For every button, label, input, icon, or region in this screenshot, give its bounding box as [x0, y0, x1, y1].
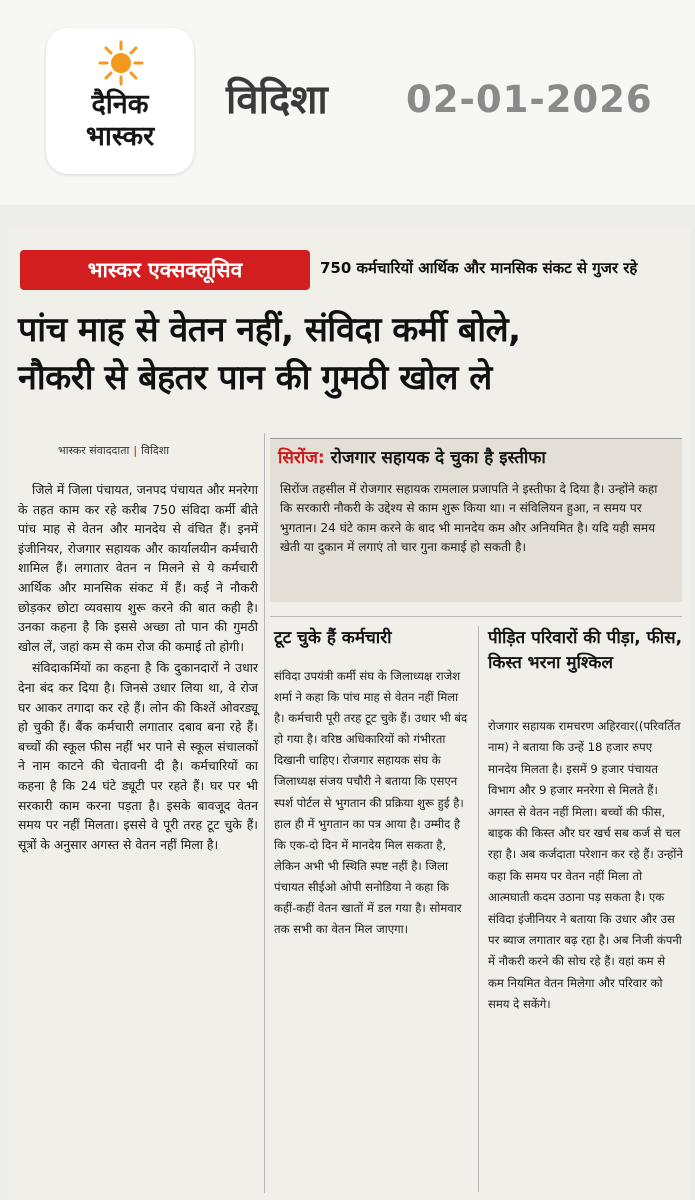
left-column — [18, 480, 258, 856]
edition-date: 02-01-2026 — [406, 78, 653, 121]
byline-reporter: भास्कर संवाददाता — [58, 444, 130, 457]
headline-line2: नौकरी से बेहतर पान की गुमठी खोल ले — [18, 358, 492, 398]
headline — [18, 306, 682, 402]
sironj-box — [270, 472, 682, 602]
column-divider-right — [478, 626, 479, 1192]
logo-line2: भास्कर — [85, 121, 155, 152]
sironj-box-text: सिरोंज तहसील में रोजगार सहायक रामलाल प्रजापति ने इस्तीफा दे दिया है। उन्होंने कहा कि सरकारी नौकरी के उद्देश्य से काम शुरू किया था। न संविलियन हुआ, न समय पर भुगतान। 24 घंटे काम करने के बाद भी मानदेय कम और अनियमित है। यदि यही समय खेती या दुकान में लगाएं तो चार गुना कमाई हो सकती है। — [280, 482, 658, 555]
right-column-heading: पीड़ित परिवारों की पीड़ा, फीस, किस्त भरना मुश्किल — [488, 628, 683, 673]
sironj-box-heading — [270, 438, 682, 473]
byline — [58, 443, 169, 458]
masthead — [0, 0, 695, 205]
headline-line1: पांच माह से वेतन नहीं, संविदा कर्मी बोले, — [18, 310, 521, 350]
logo-line1: दैनिक — [91, 89, 149, 120]
column-divider — [264, 433, 265, 1193]
right-column-text: रोजगार सहायक रामचरण अहिरवार((परिवर्तित नाम) ने बताया कि उन्हें 18 हजार रुपए मानदेय मिलता है। इसमें 9 हजार पंचायत विभाग और 9 हजार मनरेगा से मिलते हैं। अगस्त से वेतन नहीं मिला। बच्चों की फीस, बाइक की किस्त और घर खर्च सब कर्ज से चल रहा है। अब कर्जदाता परेशान कर रहे हैं। उन्होंने कहा कि समय पर वेतन नहीं मिला तो आत्मघाती कदम उठाना पड़ सकता है। एक संविदा इंजीनियर ने बताया कि उधार और उस पर ब्याज लगातार बढ़ रहा है। अब निजी कंपनी में नौकरी करने की सोच रहे हैं। वहां कम से कम नियमित वेतन मिलेगा और परिवार को समय दे सकेंगे। — [488, 719, 683, 1012]
exclusive-tag: भास्कर एक्सक्लूसिव — [20, 250, 310, 290]
section-divider — [270, 616, 682, 617]
tag-subheading: 750 कर्मचारियों आर्थिक और मानसिक संकट से गुजर रहे — [320, 259, 638, 277]
left-paragraph-2: संविदाकर्मियों का कहना है कि दुकानदारों ने उधार देना बंद कर दिया है। जिनसे उधार लिया था, वे रोज घर आकर तगादा कर रहे हैं। लोन की किश्तें ओवरड्यू हो चुकी हैं। बैंक कर्मचारी लगातार दबाव बना रहे हैं। बच्चों की स्कूल फीस नहीं भर पाने से स्कूल संचालकों ने नाम काटने की चेतावनी दी है। कर्मचारियों का कहना है कि 24 घंटे ड्यूटी पर रहते हैं। घर पर भी सरकारी काम करना पड़ता है। इसके बावजूद वेतन समय पर नहीं मिलता। इससे वे पूरी तरह टूट चुके हैं। सूत्रों के अनुसार अगस्त से वेतन नहीं मिला है। — [18, 660, 258, 852]
edition-city: विदिशा — [226, 77, 328, 123]
box-heading-title: रोजगार सहायक दे चुका है इस्तीफा — [330, 448, 546, 468]
sun-icon — [98, 40, 144, 86]
box-heading-place: सिरोंज: — [278, 448, 325, 468]
byline-city: विदिशा — [141, 444, 170, 457]
tag-row — [20, 250, 680, 290]
dainik-bhaskar-logo — [46, 28, 194, 174]
news-clipping — [8, 228, 690, 1200]
byline-separator: | — [133, 444, 138, 457]
left-paragraph-1: जिले में जिला पंचायत, जनपद पंचायत और मनरेगा के तहत काम कर रहे करीब 750 संविदा कर्मी बीते पांच माह से वेतन और मानदेय से वंचित हैं। इनमें इंजीनियर, रोजगार सहायक और कार्यालयीन कर्मचारी शामिल हैं। लगातार वेतन न मिलने से ये कर्मचारी आर्थिक और मानसिक संकट में हैं। कई ने नौकरी छोड़कर छोटा व्यवसाय शुरू करने की बात कही है। उनका कहना है कि इससे अच्छा तो पान की गुमठी खोल लें, जहां कम से कम रोज की कमाई तो होगी। — [18, 482, 258, 654]
middle-column-heading: टूट चुके हैं कर्मचारी — [274, 628, 392, 648]
middle-column-text: संविदा उपयंत्री कर्मी संघ के जिलाध्यक्ष राजेश शर्मा ने कहा कि पांच माह से वेतन नहीं मिला है। कर्मचारी पूरी तरह टूट चुके हैं। उधार भी बंद हो गया है। वरिष्ठ अधिकारियों को गंभीरता दिखानी चाहिए। रोजगार सहायक संघ के जिलाध्यक्ष संजय पचौरी ने बताया कि एसएन स्पर्श पोर्टल से भुगतान की प्रक्रिया शुरू हुई है। हाल ही में भुगतान का पत्र आया है। उम्मीद है कि एक-दो दिन में मानदेय मिल सकता है, लेकिन अभी भी स्थिति स्पष्ट नहीं है। जिला पंचायत सीईओ ओपी सनोडिया ने कहा कि कहीं-कहीं वेतन खातों में डल गया है। सोमवार तक सभी का वेतन मिल जाएगा। — [274, 669, 468, 937]
